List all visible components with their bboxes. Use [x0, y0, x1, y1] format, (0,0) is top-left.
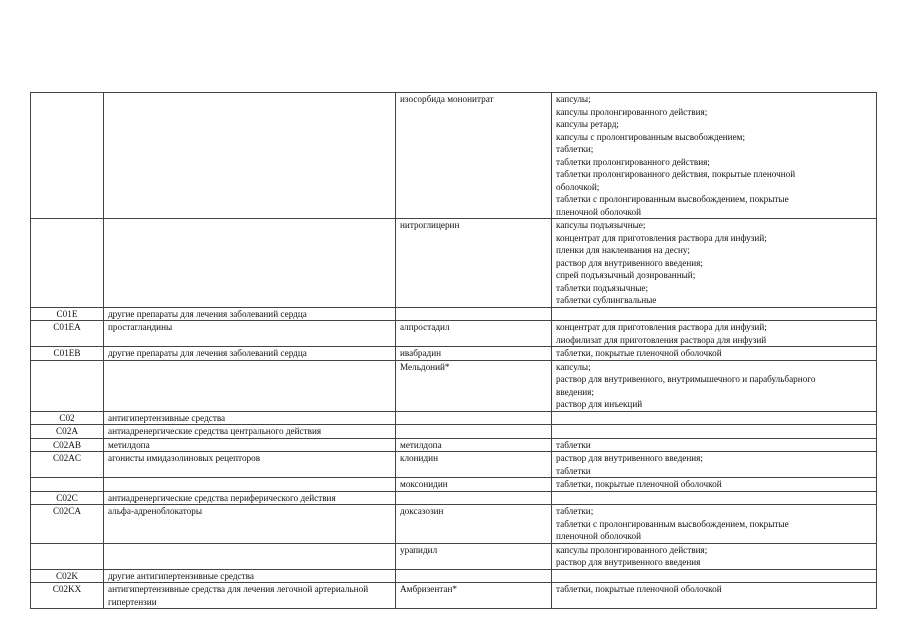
pharmacological-group-cell: метилдопа	[104, 438, 396, 452]
dosage-form-line: раствор для внутривенного, внутримышечного и парабульбарного	[556, 374, 816, 384]
pharmacological-group-cell	[104, 478, 396, 492]
dosage-form-line: таблетки пролонгированного действия;	[556, 156, 710, 167]
drug-classification-table	[30, 92, 877, 609]
atc-code-cell: C01EB	[31, 347, 104, 361]
dosage-forms-cell	[552, 219, 877, 308]
table-row	[31, 219, 877, 308]
drug-name-cell	[396, 491, 552, 505]
table-row	[31, 505, 877, 544]
dosage-forms-cell	[552, 307, 877, 321]
pharmacological-group-cell: антиадренергические средства центрального действия	[104, 425, 396, 439]
dosage-forms-cell	[552, 569, 877, 583]
drug-name-cell: алпростадил	[396, 321, 552, 347]
dosage-form-line: капсулы пролонгированного действия;	[556, 106, 708, 117]
dosage-form-line: таблетки	[556, 439, 591, 450]
table-row	[31, 583, 877, 609]
pharmacological-group-cell	[104, 543, 396, 569]
dosage-form-line: капсулы ретард;	[556, 119, 619, 129]
atc-code-cell	[31, 478, 104, 492]
dosage-form-line: таблетки;	[556, 506, 594, 516]
atc-code-cell: C01EA	[31, 321, 104, 347]
table-row	[31, 321, 877, 347]
dosage-forms-cell	[552, 543, 877, 569]
pharmacological-group-cell: антигипертензивные средства для лечения легочной артериальной гипертензии	[104, 583, 396, 609]
dosage-forms-cell	[552, 505, 877, 544]
dosage-form-line: раствор для внутривенного введения;	[556, 257, 703, 268]
pharmacological-group-cell: альфа-адреноблокаторы	[104, 505, 396, 544]
pharmacological-group-cell	[104, 93, 396, 219]
drug-name-cell	[396, 569, 552, 583]
dosage-forms-cell	[552, 425, 877, 439]
dosage-form-line: таблетки с пролонгированным высвобождением, покрытые	[556, 518, 789, 529]
drug-name-cell	[396, 425, 552, 439]
dosage-form-line: раствор для внутривенного введения;	[556, 453, 703, 463]
dosage-form-line: пленочной оболочкой	[556, 206, 642, 217]
drug-name-cell: изосорбида мононитрат	[396, 93, 552, 219]
pharmacological-group-cell: простагландины	[104, 321, 396, 347]
atc-code-cell: C02AB	[31, 438, 104, 452]
dosage-form-line: капсулы;	[556, 361, 591, 372]
drug-name-cell: Мельдоний*	[396, 360, 552, 411]
dosage-form-line: капсулы с пролонгированным высвобождением;	[556, 131, 746, 142]
drug-name-cell	[396, 411, 552, 425]
dosage-form-line: капсулы подъязычные;	[556, 220, 646, 230]
dosage-form-line: таблетки сублингвальные	[556, 295, 657, 305]
drug-name-cell: нитроглицерин	[396, 219, 552, 308]
table-row	[31, 411, 877, 425]
dosage-form-line: раствор для инъекций	[556, 399, 643, 409]
dosage-forms-cell	[552, 491, 877, 505]
atc-code-cell: C02KX	[31, 583, 104, 609]
atc-code-cell: C02A	[31, 425, 104, 439]
table-row	[31, 93, 877, 219]
dosage-forms-cell	[552, 93, 877, 219]
table-row	[31, 347, 877, 361]
dosage-form-line: концентрат для приготовления раствора для инфузий;	[556, 232, 767, 243]
table-row	[31, 491, 877, 505]
dosage-forms-cell	[552, 347, 877, 361]
pharmacological-group-cell: другие препараты для лечения заболеваний сердца	[104, 307, 396, 321]
drug-name-cell: метилдопа	[396, 438, 552, 452]
atc-code-cell: C02	[31, 411, 104, 425]
table-row	[31, 360, 877, 411]
table-row	[31, 478, 877, 492]
dosage-form-line: спрей подъязычный дозированный;	[556, 270, 696, 280]
pharmacological-group-cell: агонисты имидазолиновых рецепторов	[104, 452, 396, 478]
dosage-forms-cell	[552, 321, 877, 347]
dosage-form-line: пленки для наклеивания на десну;	[556, 245, 690, 255]
dosage-form-line: лиофилизат для приготовления раствора для инфузий	[556, 334, 767, 345]
drug-name-cell: урапидил	[396, 543, 552, 569]
dosage-forms-cell	[552, 360, 877, 411]
drug-name-cell: доксазозин	[396, 505, 552, 544]
pharmacological-group-cell	[104, 360, 396, 411]
table-row	[31, 569, 877, 583]
dosage-form-line: таблетки, покрытые пленочной оболочкой	[556, 479, 722, 489]
dosage-form-line: таблетки с пролонгированным высвобождением, покрытые	[556, 194, 789, 204]
dosage-form-line: оболочкой;	[556, 181, 600, 192]
atc-code-cell	[31, 93, 104, 219]
table-row	[31, 307, 877, 321]
atc-code-cell	[31, 360, 104, 411]
drug-name-cell: клонидин	[396, 452, 552, 478]
drug-name-cell: ивабрадин	[396, 347, 552, 361]
atc-code-cell	[31, 543, 104, 569]
dosage-form-line: раствор для внутривенного введения	[556, 557, 701, 567]
atc-code-cell: C02AC	[31, 452, 104, 478]
pharmacological-group-cell: другие антигипертензивные средства	[104, 569, 396, 583]
atc-code-cell: C02CA	[31, 505, 104, 544]
atc-code-cell: C02K	[31, 569, 104, 583]
dosage-form-line: таблетки, покрытые пленочной оболочкой	[556, 584, 722, 594]
pharmacological-group-cell: антигипертензивные средства	[104, 411, 396, 425]
atc-code-cell	[31, 219, 104, 308]
dosage-form-line: таблетки, покрытые пленочной оболочкой	[556, 348, 722, 358]
drug-name-cell: моксонидин	[396, 478, 552, 492]
dosage-forms-cell	[552, 438, 877, 452]
dosage-forms-cell	[552, 478, 877, 492]
atc-code-cell: C01E	[31, 307, 104, 321]
table-row	[31, 452, 877, 478]
dosage-form-line: введения;	[556, 386, 594, 397]
pharmacological-group-cell: антиадренергические средства периферического действия	[104, 491, 396, 505]
dosage-form-line: капсулы пролонгированного действия;	[556, 544, 708, 555]
table-row	[31, 543, 877, 569]
atc-code-cell: C02C	[31, 491, 104, 505]
table-row	[31, 425, 877, 439]
dosage-forms-cell	[552, 452, 877, 478]
pharmacological-group-cell	[104, 219, 396, 308]
dosage-form-line: таблетки	[556, 465, 591, 476]
drug-name-cell	[396, 307, 552, 321]
dosage-form-line: таблетки;	[556, 144, 594, 154]
pharmacological-group-cell: другие препараты для лечения заболеваний сердца	[104, 347, 396, 361]
dosage-form-line: таблетки подъязычные;	[556, 282, 649, 293]
dosage-forms-cell	[552, 411, 877, 425]
drug-name-cell: Амбризентан*	[396, 583, 552, 609]
table-body	[31, 93, 877, 609]
dosage-form-line: концентрат для приготовления раствора для инфузий;	[556, 322, 767, 332]
table-row	[31, 438, 877, 452]
dosage-form-line: пленочной оболочкой	[556, 531, 642, 541]
dosage-form-line: таблетки пролонгированного действия, покрытые пленочной	[556, 169, 796, 179]
dosage-form-line: капсулы;	[556, 94, 591, 104]
dosage-forms-cell	[552, 583, 877, 609]
